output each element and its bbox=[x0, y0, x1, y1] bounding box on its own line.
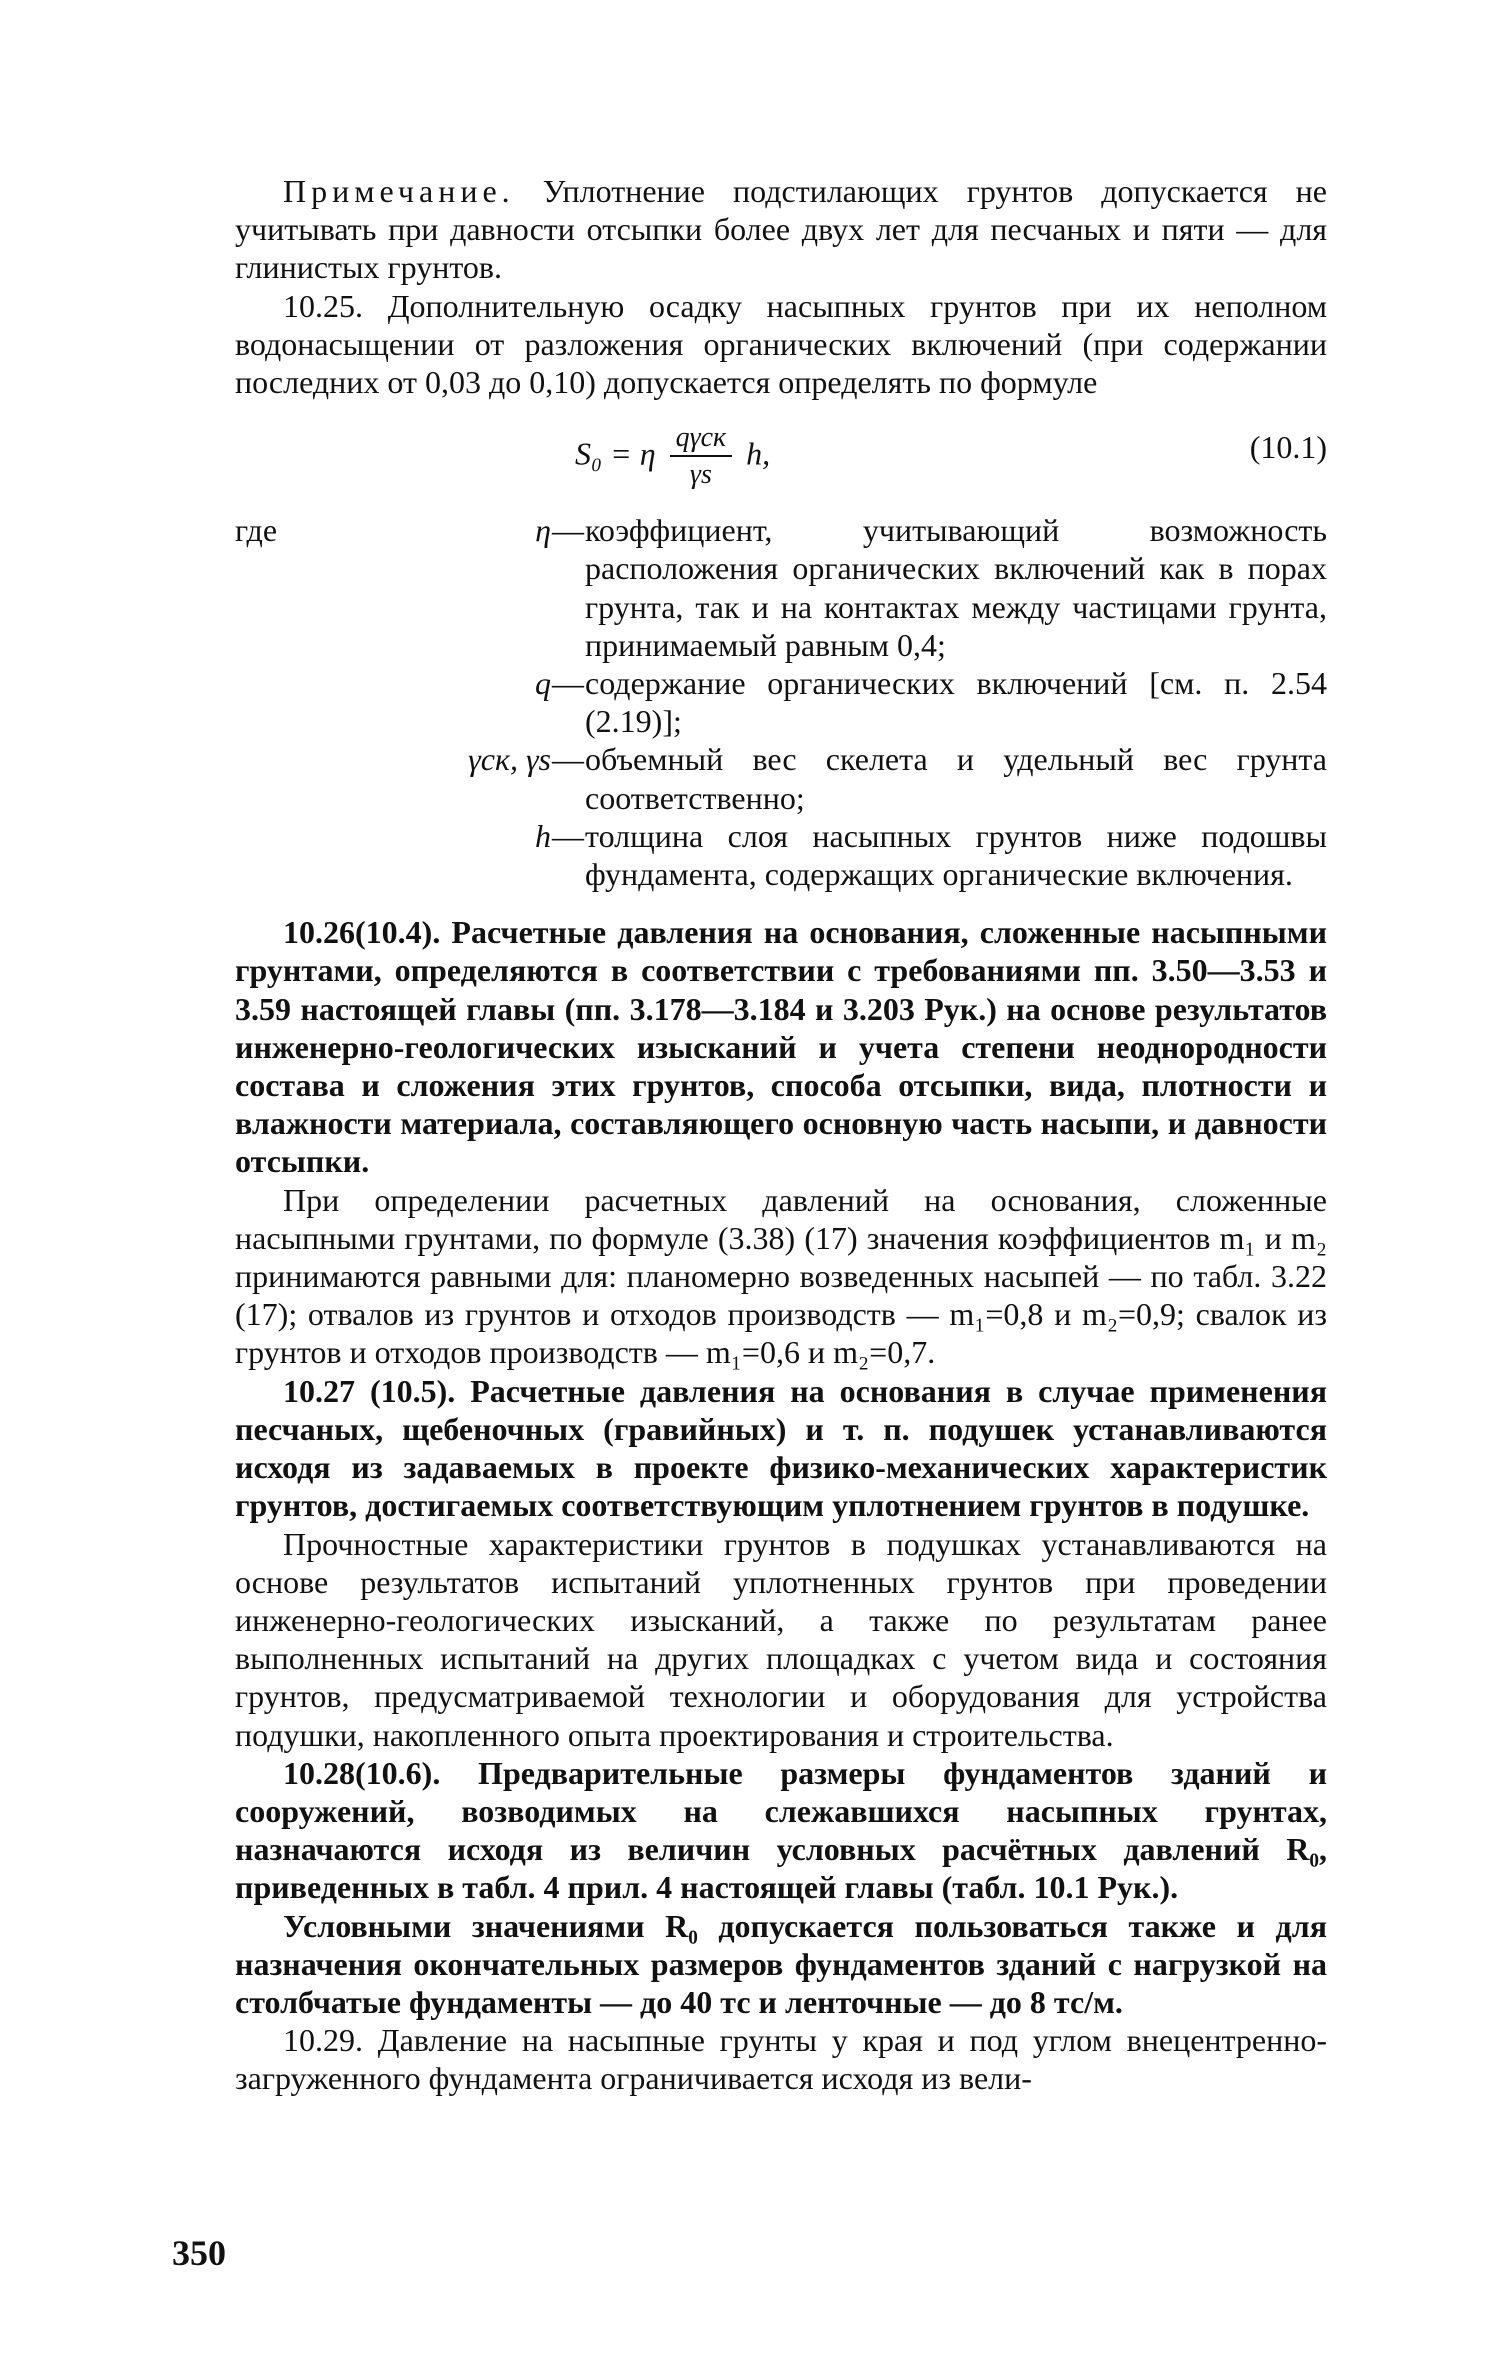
note-label: Примечание. bbox=[283, 173, 515, 209]
definition-text: содержание органических включений [см. п. 2.54 (2.19)]; bbox=[585, 665, 1327, 740]
paragraph-10-27: 10.27 (10.5). Расчетные давления на основания в случае применения песчаных, щебеночных (гравийных) и т. п. подушек устанавливаются исходя из задаваемых в проекте физико-механических характеристик грунтов, достигаемых соответствующим уплотнением грунтов в подушке. bbox=[235, 1372, 1327, 1524]
paragraph-10-28-continued: Условными значениями R₀ допускается пользоваться также и для назначения окончательных размеров фундаментов зданий с нагрузкой на столбчатые фундаменты — до 40 тс и ленточные — до 8 тс/м. bbox=[235, 1907, 1327, 2020]
page-body bbox=[235, 172, 1327, 2098]
definitions-block bbox=[235, 511, 1327, 893]
note-paragraph bbox=[235, 172, 1327, 287]
definition-symbol: η bbox=[535, 512, 551, 549]
definition-item bbox=[403, 511, 1327, 664]
formula-10-1 bbox=[235, 411, 1327, 503]
formula-expression bbox=[575, 421, 770, 493]
formula-rhs: h, bbox=[746, 435, 771, 472]
note-text: Уплотнение подстилающих грунтов допускается не учитывать при давности отсыпки более двух лет для песчаных и пяти — для глинистых грунтов. bbox=[235, 173, 1327, 286]
paragraph-10-29: 10.29. Давление на насыпные грунты у края и под углом внецентренно-загруженного фундамента ограничивается исходя из вели- bbox=[235, 2022, 1327, 2097]
definition-dash: — bbox=[552, 512, 584, 549]
paragraph-10-26-continued: При определении расчетных давлений на основания, сложенные насыпными грунтами, по формуле (3.38) (17) значения коэффициентов m₁ и m₂ принимаются равными для: планомерно возведенных насыпей — по табл. 3.22 (17); отвалов из грунтов и отходов производств — m₁=0,8 и m₂=0,9; свалок из грунтов и отходов производств — m₁=0,6 и m₂=0,7. bbox=[235, 1181, 1327, 1371]
page-number: 350 bbox=[172, 2233, 226, 2273]
formula-denominator: γs bbox=[689, 459, 712, 491]
definition-text: объемный вес скелета и удельный вес грунта соответственно; bbox=[585, 741, 1327, 816]
definition-dash: — bbox=[552, 741, 584, 778]
definition-symbol: h bbox=[535, 817, 551, 854]
definition-text: толщина слоя насыпных грунтов ниже подошвы фундамента, содержащих органические включения. bbox=[585, 817, 1327, 893]
definition-item bbox=[403, 740, 1327, 816]
definition-dash: — bbox=[552, 817, 584, 854]
formula-numerator: qγск bbox=[670, 421, 733, 457]
definition-dash: — bbox=[552, 665, 584, 702]
definitions-list bbox=[403, 511, 1327, 893]
paragraph-10-26: 10.26(10.4). Расчетные давления на основания, сложенные насыпными грунтами, определяются в соответствии с требованиями пп. 3.50—3.53 и 3.59 настоящей главы (пп. 3.178—3.184 и 3.203 Рук.) на основе результатов инженерно-геологических изысканий и учета степени неоднородности состава и сложения этих грунтов, способа отсыпки, вида, плотности и влажности материала, составляющего основную часть насыпи, и давности отсыпки. bbox=[235, 914, 1327, 1180]
definition-item bbox=[403, 817, 1327, 893]
formula-fraction bbox=[670, 421, 733, 493]
definition-symbol: q bbox=[535, 665, 551, 702]
formula-lhs: S₀ = η bbox=[575, 435, 656, 472]
paragraph-10-28: 10.28(10.6). Предварительные размеры фундаментов зданий и сооружений, возводимых на слежавшихся насыпных грунтах, назначаются исходя из величин условных расчётных давлений R₀, приведенных в табл. 4 прил. 4 настоящей главы (табл. 10.1 Рук.). bbox=[235, 1754, 1327, 1906]
definition-item bbox=[403, 664, 1327, 740]
definition-symbol: γск, γs bbox=[468, 741, 551, 778]
paragraph-10-25: 10.25. Дополнительную осадку насыпных грунтов при их неполном водонасыщении от разложения органических включений (при содержании последних от 0,03 до 0,10) допускается определять по формуле bbox=[235, 287, 1327, 401]
equation-number: (10.1) bbox=[1249, 429, 1327, 466]
definition-text: коэффициент, учитывающий возможность расположения органических включений как в порах грунта, так и на контактах между частицами грунта, принимаемый равным 0,4; bbox=[585, 512, 1327, 663]
where-label: где bbox=[235, 512, 278, 549]
paragraph-10-27-continued: Прочностные характеристики грунтов в подушках устанавливаются на основе результатов испытаний уплотненных грунтов при проведении инженерно-геологических изысканий, а также по результатам ранее выполненных испытаний на других площадках с учетом вида и состояния грунтов, предусматриваемой технологии и оборудования для устройства подушки, накопленного опыта проектирования и строительства. bbox=[235, 1525, 1327, 1753]
